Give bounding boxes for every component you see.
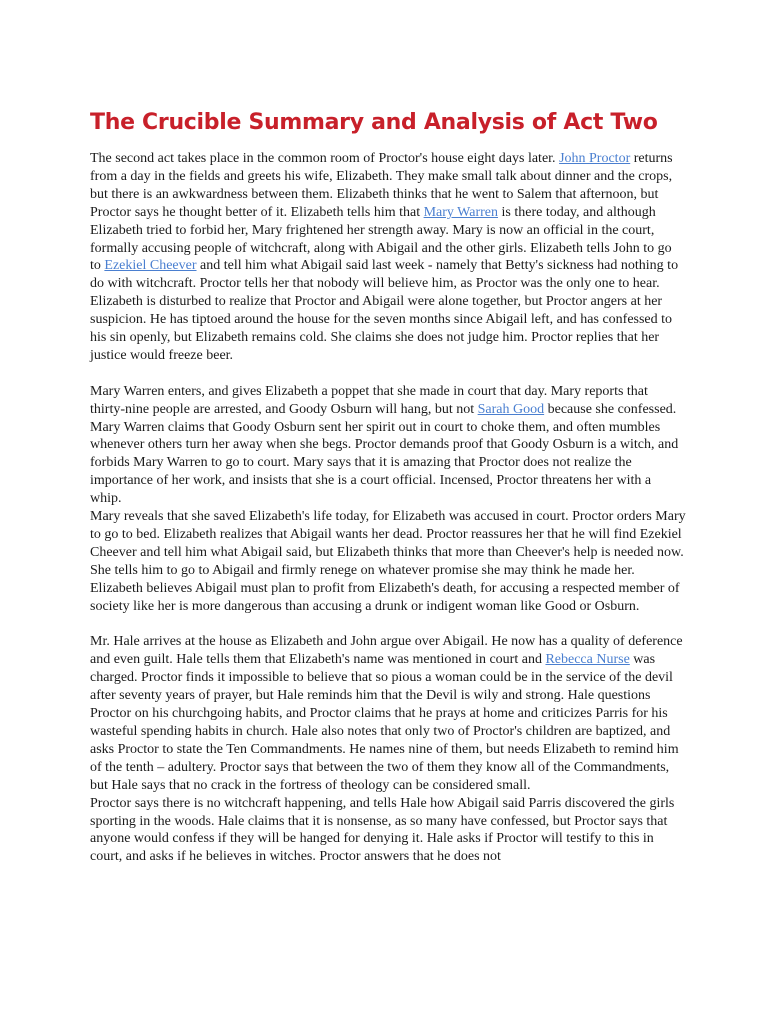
paragraph-text: Mr. Hale arrives at the house as Elizabeth and John argue over Abigail. He now has a quality of deference and even guilt. Hale tells them that Elizabeth's name was mentioned in court and [90,634,683,668]
article-body [90,150,686,866]
paragraph-text: returns from a day in the fields and greets his wife, Elizabeth. They make small talk about dinner and the crops, but there is an awkwardness between them. Elizabeth thinks that he went to Salem that afternoon, but Proctor says he thought better of it. Elizabeth tells him that [90,151,673,220]
paragraph-text: Mary Warren enters, and gives Elizabeth a poppet that she made in court that day. Mary reports that thirty-nine people are arrested, and Goody Osburn will hang, but not [90,383,648,417]
paragraph-text: Elizabeth is disturbed to realize that Proctor and Abigail were alone together, but Proctor angers at her suspicion. He has tiptoed around the house for the seven months since Abigail left, and has confessed to his sin openly, but Elizabeth remains cold. She claims she does not judge him. Proctor replies that her justice would freeze beer. [90,294,673,363]
paragraph-text: Mary reveals that she saved Elizabeth's life today, for Elizabeth was accused in court. Proctor orders Mary to go to bed. Elizabeth realizes that Abigail wants her dead. Proctor reassures her that he will find Ezekiel Cheever and tell him what Abigail said, but Elizabeth thinks that more than Cheever's help is needed now. She tells him to go to Abigail and firmly renege on whatever promise she may think he made her. Elizabeth believes Abigail must plan to profit from Elizabeth's death, for accusing a respected member of society like her is more dangerous than accusing a drunk or indigent woman like Good or Osburn. [90,509,686,614]
paragraph-text: because she confessed. Mary Warren claims that Goody Osburn sent her spirit out in court to choke them, and often mumbles whenever others turn her away when she begs. Proctor demands proof that Goody Osburn is a witch, and forbids Mary Warren to go to court. Mary says that it is amazing that Proctor does not realize the importance of her work, and insists that she is a court official. Incensed, Proctor threatens her with a whip. [90,401,679,507]
paragraph [90,293,686,365]
paragraph-text: is there today, and although Elizabeth tried to forbid her, Mary frightened her strength away. Mary is now an official in the court, formally accusing people of witchcraft, along with Abigail and the other girls. Elizabeth tells John to go to [90,204,672,274]
character-link[interactable]: Mary Warren [423,204,499,220]
character-link[interactable]: Sarah Good [477,401,545,417]
character-link[interactable]: Rebecca Nurse [545,652,630,668]
character-link[interactable]: Ezekiel Cheever [104,258,197,274]
page-title: The Crucible Summary and Analysis of Act Two [90,110,658,135]
character-link[interactable]: John Proctor [559,151,631,166]
paragraph [90,383,686,508]
paragraph-text: and tell him what Abigail said last week - namely that Betty's sickness had nothing to do with witchcraft. Proctor tells her that nobody will believe him, as Proctor was the only one to hear. [90,258,679,292]
paragraph-text: The second act takes place in the common room of Proctor's house eight days later. [90,151,560,166]
paragraph [90,150,686,293]
paragraph-text: was charged. Proctor finds it impossible to believe that so pious a woman could be in the service of the devil after seventy years of prayer, but Hale reminds him that the Devil is wily and strong. Hale questions Proctor on his churchgoing habits, and Proctor claims that he prays at home and criticizes Parris for his wasteful spending habits in church. Hale also notes that only two of Proctor's children are baptized, and asks Proctor to state the Ten Commandments. He names nine of them, but needs Elizabeth to remind him of the tenth – adultery. Proctor says that between the two of them they know all of the Commandments, but Hale says that no crack in the fortress of theology can be considered small. [90,652,679,793]
document-page [90,110,686,866]
paragraph [90,795,686,867]
paragraph [90,633,686,794]
paragraph-text: Proctor says there is no witchcraft happening, and tells Hale how Abigail said Parris discovered the girls sporting in the woods. Hale claims that it is nonsense, as so many have confessed, but Proctor says that anyone would confess if they will be hanged for denying it. Hale asks if Proctor will testify to this in court, and asks if he believes in witches. Proctor answers that he does not [90,795,675,865]
paragraph [90,508,686,615]
